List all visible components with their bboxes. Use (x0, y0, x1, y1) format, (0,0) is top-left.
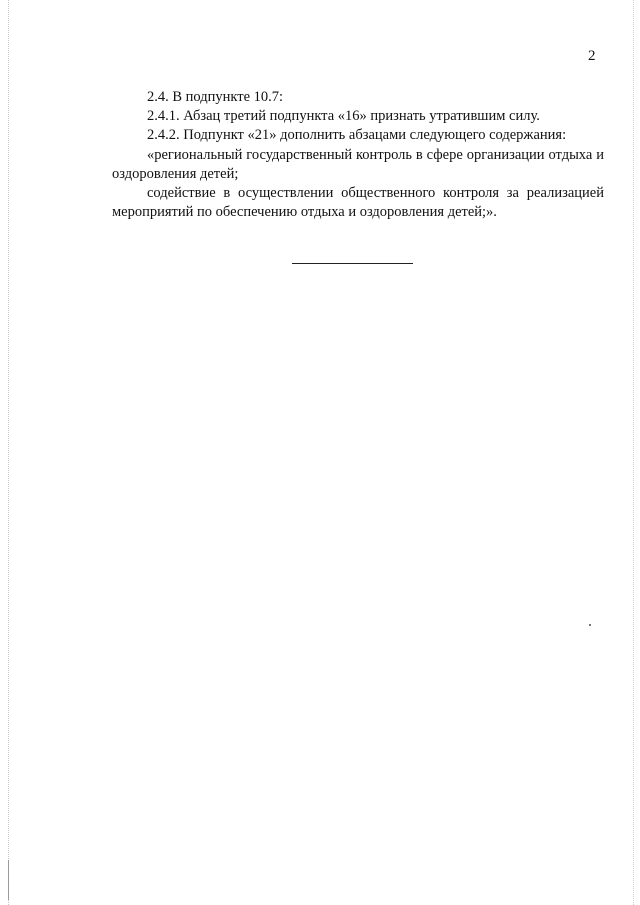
scan-edge-right (633, 0, 634, 905)
page-number: 2 (588, 48, 596, 64)
paragraph: 2.4.2. Подпункт «21» дополнить абзацами следующего содержания: (147, 127, 567, 144)
scan-edge-mark (8, 860, 9, 900)
paragraph: 2.4. В подпункте 10.7: (147, 89, 284, 105)
paragraph: «региональный государственный контроль в сфере организации отдыха и оздоровления детей; (112, 146, 604, 182)
paragraph: 2.4.1. Абзац третий подпункта «16» признать утратившим силу. (147, 108, 540, 125)
end-of-document-rule (292, 263, 413, 264)
scan-speck (589, 624, 591, 626)
body-text (112, 88, 604, 222)
paragraph: содействие в осуществлении общественного контроля за реализацией мероприятий по обеспечению отдыха и оздоровления детей;». (112, 185, 604, 221)
scan-edge-left (8, 0, 9, 905)
